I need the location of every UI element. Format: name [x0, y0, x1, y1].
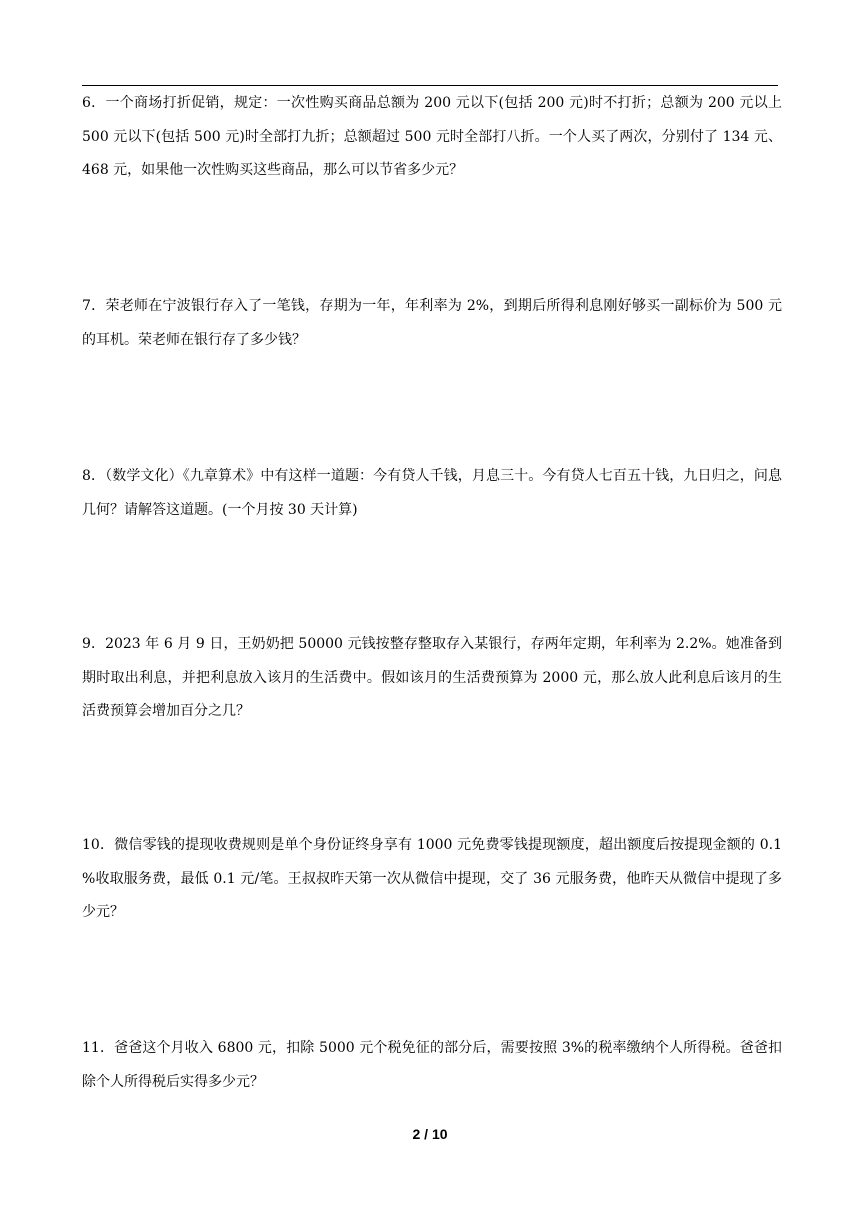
question-6: 6．一个商场打折促销，规定：一次性购买商品总额为 200 元以下(包括 200 元)时不打折；总额为 200 元以上 500 元以下(包括 500 元)时全部打九折；总额超过 500 元时全部打八折。一个人买了两次，分别付了 134 元、468 元，如果他一次性购买这些商品，那么可以节省多少元？	[82, 95, 782, 178]
header-divider	[82, 85, 778, 86]
question-9: 9．2023 年 6 月 9 日，王奶奶把 50000 元钱按整存整取存入某银行，存两年定期，年利率为 2.2%。她准备到期时取出利息，并把利息放入该月的生活费中。假如该月的生活费预算为 2000 元，那么放人此利息后该月的生活费预算会增加百分之几？	[82, 636, 782, 719]
question-8: 8．（数学文化）《九章算术》中有这样一道题：今有贷人千钱，月息三十。今有贷人七百五十钱，九日归之，问息几何？请解答这道题。(一个月按 30 天计算)	[82, 468, 782, 518]
question-11: 11．爸爸这个月收入 6800 元，扣除 5000 元个税免征的部分后，需要按照 3%的税率缴纳个人所得税。爸爸扣除个人所得税后实得多少元？	[82, 1040, 782, 1090]
page-number: 2 / 10	[412, 1126, 448, 1142]
question-10: 10．微信零钱的提现收费规则是单个身份证终身享有 1000 元免费零钱提现额度，超出额度后按提现金额的 0.1 %收取服务费，最低 0.1 元/笔。王叔叔昨天第一次从微信中提现，交了 36 元服务费，他昨天从微信中提现了多少元？	[82, 837, 782, 920]
question-7: 7．荣老师在宁波银行存入了一笔钱，存期为一年，年利率为 2%，到期后所得利息刚好够买一副标价为 500 元的耳机。荣老师在银行存了多少钱？	[82, 298, 782, 348]
